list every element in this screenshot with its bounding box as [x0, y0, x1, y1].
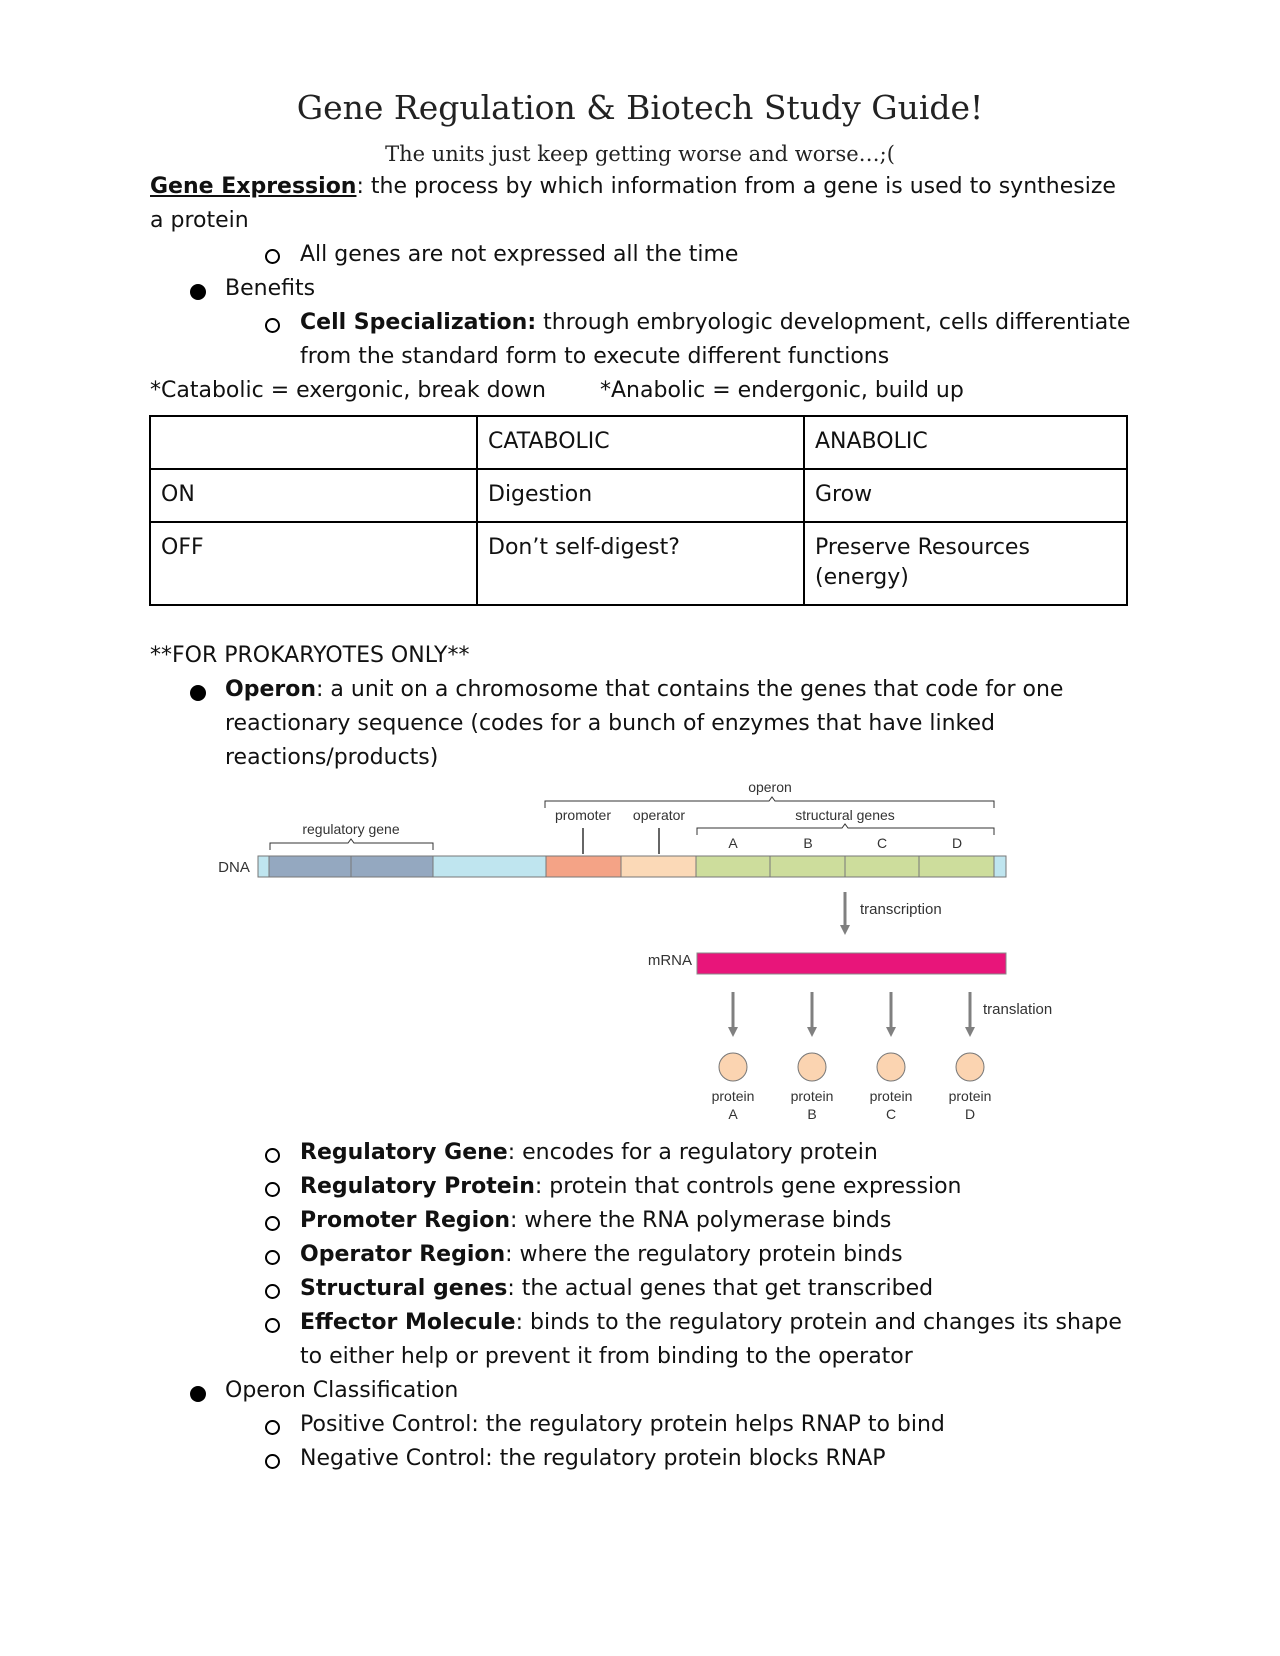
definition-text: : where the RNA polymerase binds	[510, 1208, 892, 1233]
protein-b-letter: B	[807, 1106, 817, 1122]
definition-promoter-region	[300, 1204, 891, 1238]
protein-c-letter: C	[885, 1106, 897, 1122]
operator-segment	[621, 856, 696, 877]
gene-label-d: D	[951, 835, 963, 851]
table-header-cell: CATABOLIC	[477, 416, 804, 469]
gene-b-segment	[770, 856, 845, 877]
hollow-bullet-icon	[265, 1420, 280, 1435]
dna-spacer-segment	[994, 856, 1006, 877]
catabolic-anabolic-table	[149, 415, 1128, 606]
table-cell: Digestion	[477, 469, 804, 522]
operon-classification-label: Operon Classification	[225, 1378, 459, 1403]
hollow-bullet-icon	[265, 249, 280, 264]
structural-genes-brace	[697, 824, 994, 835]
operator-label: operator	[632, 807, 686, 823]
definition-term: Promoter Region	[300, 1208, 510, 1233]
regulatory-gene-brace	[270, 839, 433, 850]
structural-genes-label: structural genes	[795, 807, 895, 823]
effector-molecule-cont: to either help or prevent it from binding to the operator	[300, 1344, 913, 1369]
hollow-bullet-icon	[265, 1182, 280, 1197]
definition-text: : encodes for a regulatory protein	[507, 1140, 878, 1165]
operon-line-3: reactions/products)	[225, 745, 439, 770]
protein-a-icon	[719, 1053, 747, 1081]
hollow-bullet-icon	[265, 1454, 280, 1469]
gene-label-c: C	[876, 835, 888, 851]
hollow-bullet-icon	[265, 1284, 280, 1299]
hollow-bullet-icon	[265, 318, 280, 333]
cell-specialization-text: through embryologic development, cells differentiate	[536, 310, 1131, 335]
dna-bar	[258, 856, 1006, 877]
page-subtitle: The units just keep getting worse and worse…;(	[385, 142, 895, 166]
dna-label: DNA	[218, 859, 250, 876]
dna-spacer-segment	[258, 856, 269, 877]
promoter-segment	[546, 856, 621, 877]
operon-brace	[545, 797, 994, 808]
anabolic-note: *Anabolic = endergonic, build up	[600, 378, 964, 403]
protein-a-label: protein	[711, 1088, 755, 1104]
table-cell: Preserve Resources (energy)	[804, 522, 1127, 605]
benefits-label: Benefits	[225, 276, 316, 301]
translation-label: translation	[983, 1001, 1053, 1018]
operon-diagram	[0, 770, 1280, 1130]
protein-c-icon	[877, 1053, 905, 1081]
definition-term: Regulatory Protein	[300, 1174, 535, 1199]
protein-b-label: protein	[790, 1088, 834, 1104]
mrna-bar	[697, 953, 1006, 974]
table-row	[150, 522, 1127, 605]
table-header-cell: ANABOLIC	[804, 416, 1127, 469]
dna-spacer-segment	[433, 856, 546, 877]
gene-expression-definition: : the process by which information from a gene is used to synthesize	[356, 174, 1116, 199]
gene-c-segment	[845, 856, 919, 877]
hollow-bullet-icon	[265, 1250, 280, 1265]
definition-term: Regulatory Gene	[300, 1140, 508, 1165]
definition-regulatory-gene	[300, 1136, 878, 1170]
transcription-label: transcription	[860, 901, 942, 918]
gene-a-segment	[696, 856, 770, 877]
protein-d-label: protein	[948, 1088, 992, 1104]
promoter-label: promoter	[554, 807, 612, 823]
gene-expression-definition-cont: a protein	[150, 208, 249, 233]
definition-text: : the actual genes that get transcribed	[507, 1276, 934, 1301]
operon-term: Operon	[225, 677, 316, 702]
table-row	[150, 469, 1127, 522]
table-cell: Don’t self-digest?	[477, 522, 804, 605]
definition-operator-region	[300, 1238, 903, 1272]
protein-d-letter: D	[964, 1106, 976, 1122]
operon-definition: : a unit on a chromosome that contains the genes that code for one	[316, 677, 1064, 702]
regulatory-gene-segment	[269, 856, 351, 877]
gene-label-a: A	[728, 835, 738, 851]
definition-text: : protein that controls gene expression	[534, 1174, 962, 1199]
gene-label-b: B	[803, 835, 813, 851]
table-row	[150, 416, 1127, 469]
table-header-cell	[150, 416, 477, 469]
regulatory-gene-label: regulatory gene	[302, 821, 400, 837]
prokaryotes-heading: **FOR PROKARYOTES ONLY**	[150, 643, 470, 668]
regulatory-gene-segment	[351, 856, 433, 877]
definition-text: : binds to the regulatory protein and changes its shape	[515, 1310, 1122, 1335]
page-title: Gene Regulation & Biotech Study Guide!	[296, 88, 984, 127]
solid-bullet-icon	[190, 685, 206, 701]
gene-expression-term: Gene Expression	[150, 174, 357, 199]
negative-control: Negative Control: the regulatory protein blocks RNAP	[300, 1446, 886, 1471]
cell-specialization-cont: from the standard form to execute different functions	[300, 344, 890, 369]
definition-text: : where the regulatory protein binds	[505, 1242, 903, 1267]
definition-regulatory-protein	[300, 1170, 962, 1204]
mrna-label: mRNA	[647, 952, 692, 969]
solid-bullet-icon	[190, 1386, 206, 1402]
definition-effector-molecule	[300, 1306, 1122, 1340]
positive-control: Positive Control: the regulatory protein helps RNAP to bind	[300, 1412, 945, 1437]
table-cell: Grow	[804, 469, 1127, 522]
protein-c-label: protein	[869, 1088, 913, 1104]
gene-d-segment	[919, 856, 994, 877]
protein-a-letter: A	[728, 1106, 738, 1122]
gene-expression-line	[150, 170, 1116, 204]
gene-expression-subpoint: All genes are not expressed all the time	[300, 242, 739, 267]
hollow-bullet-icon	[265, 1148, 280, 1163]
hollow-bullet-icon	[265, 1318, 280, 1333]
operon-line-1	[225, 673, 1063, 707]
protein-d-icon	[956, 1053, 984, 1081]
operon-label: operon	[748, 779, 792, 795]
cell-specialization-term: Cell Specialization:	[300, 310, 537, 335]
table-cell: ON	[150, 469, 477, 522]
table-cell: OFF	[150, 522, 477, 605]
definition-term: Operator Region	[300, 1242, 506, 1267]
hollow-bullet-icon	[265, 1216, 280, 1231]
operon-line-2: reactionary sequence (codes for a bunch of enzymes that have linked	[225, 711, 995, 736]
definition-term: Effector Molecule	[300, 1310, 516, 1335]
catabolic-note: *Catabolic = exergonic, break down	[150, 378, 546, 403]
cell-specialization-line	[300, 306, 1130, 340]
definition-term: Structural genes	[300, 1276, 508, 1301]
protein-b-icon	[798, 1053, 826, 1081]
definition-structural-genes	[300, 1272, 933, 1306]
solid-bullet-icon	[190, 284, 206, 300]
